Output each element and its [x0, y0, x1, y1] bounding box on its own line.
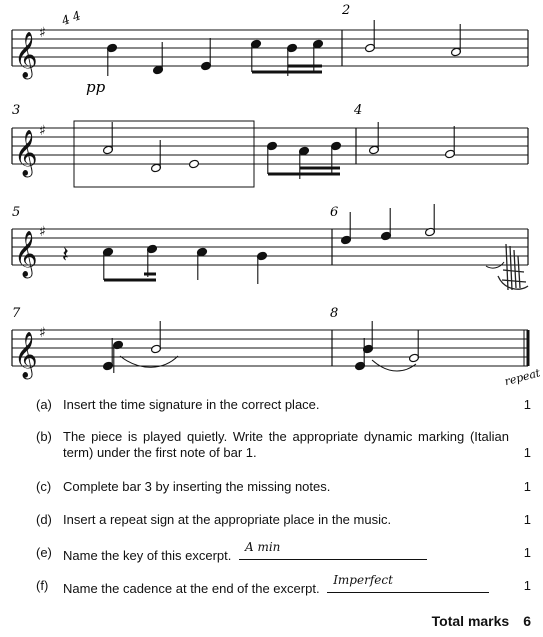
question-text: Insert a repeat sign at the appropriate place in the music.	[63, 512, 392, 527]
treble-clef: 𝄞	[14, 332, 38, 378]
handwritten-repeat: repeat	[503, 366, 542, 389]
question-label: (b)	[36, 429, 52, 444]
total-marks	[432, 613, 531, 629]
question-text: Name the key of this excerpt.	[63, 548, 232, 563]
question-label: (e)	[36, 545, 52, 560]
question-marks: 1	[523, 397, 531, 412]
question-label: (a)	[36, 397, 52, 412]
treble-clef: 𝄞	[14, 32, 38, 78]
question-marks: 1	[523, 512, 531, 527]
bar-number-4: 4	[354, 103, 363, 118]
bar3-box	[74, 121, 254, 187]
bar-number-3: 3	[12, 103, 21, 118]
bar-number-5: 5	[12, 205, 21, 220]
bar-number-2: 2	[342, 3, 351, 18]
total-marks-label: Total marks	[431, 613, 510, 629]
question-text: Complete bar 3 by inserting the missing notes.	[63, 479, 331, 494]
question-text: Name the cadence at the end of the excerpt.	[63, 581, 320, 596]
handwritten-time-signature: 4 4	[59, 8, 83, 28]
key-signature-sharp: ♯	[39, 25, 46, 41]
treble-clef: 𝄞	[14, 231, 38, 277]
question-text: Insert the time signature in the correct place.	[63, 397, 320, 412]
bar-number-6: 6	[330, 205, 339, 220]
question-text: The piece is played quietly. Write the appropriate dynamic marking (Italian term) under the first note of bar 1.	[63, 429, 509, 460]
handwritten-answer-key: A min	[244, 540, 281, 554]
bar-number-8: 8	[330, 306, 339, 321]
key-signature-sharp: ♯	[39, 224, 46, 240]
treble-clef: 𝄞	[14, 130, 38, 176]
handwritten-dynamic: pp	[86, 78, 106, 96]
total-marks-value: 6	[523, 613, 531, 629]
question-label: (d)	[36, 512, 52, 527]
question-label: (c)	[36, 479, 52, 494]
question-marks: 1	[523, 445, 531, 460]
note-head	[189, 159, 200, 169]
bar-number-7: 7	[12, 306, 21, 321]
question-marks: 1	[523, 545, 531, 560]
answer-line-cadence[interactable]	[327, 573, 489, 593]
key-signature-sharp: ♯	[39, 325, 46, 341]
question-marks: 1	[523, 578, 531, 593]
scribble-mark	[498, 244, 528, 290]
answer-line-key[interactable]	[239, 540, 427, 560]
handwritten-answer-cadence: Imperfect	[333, 573, 393, 587]
key-signature-sharp: ♯	[39, 123, 46, 139]
crotchet-rest: 𝄽	[62, 243, 69, 268]
question-label: (f)	[36, 578, 49, 593]
question-marks: 1	[523, 479, 531, 494]
